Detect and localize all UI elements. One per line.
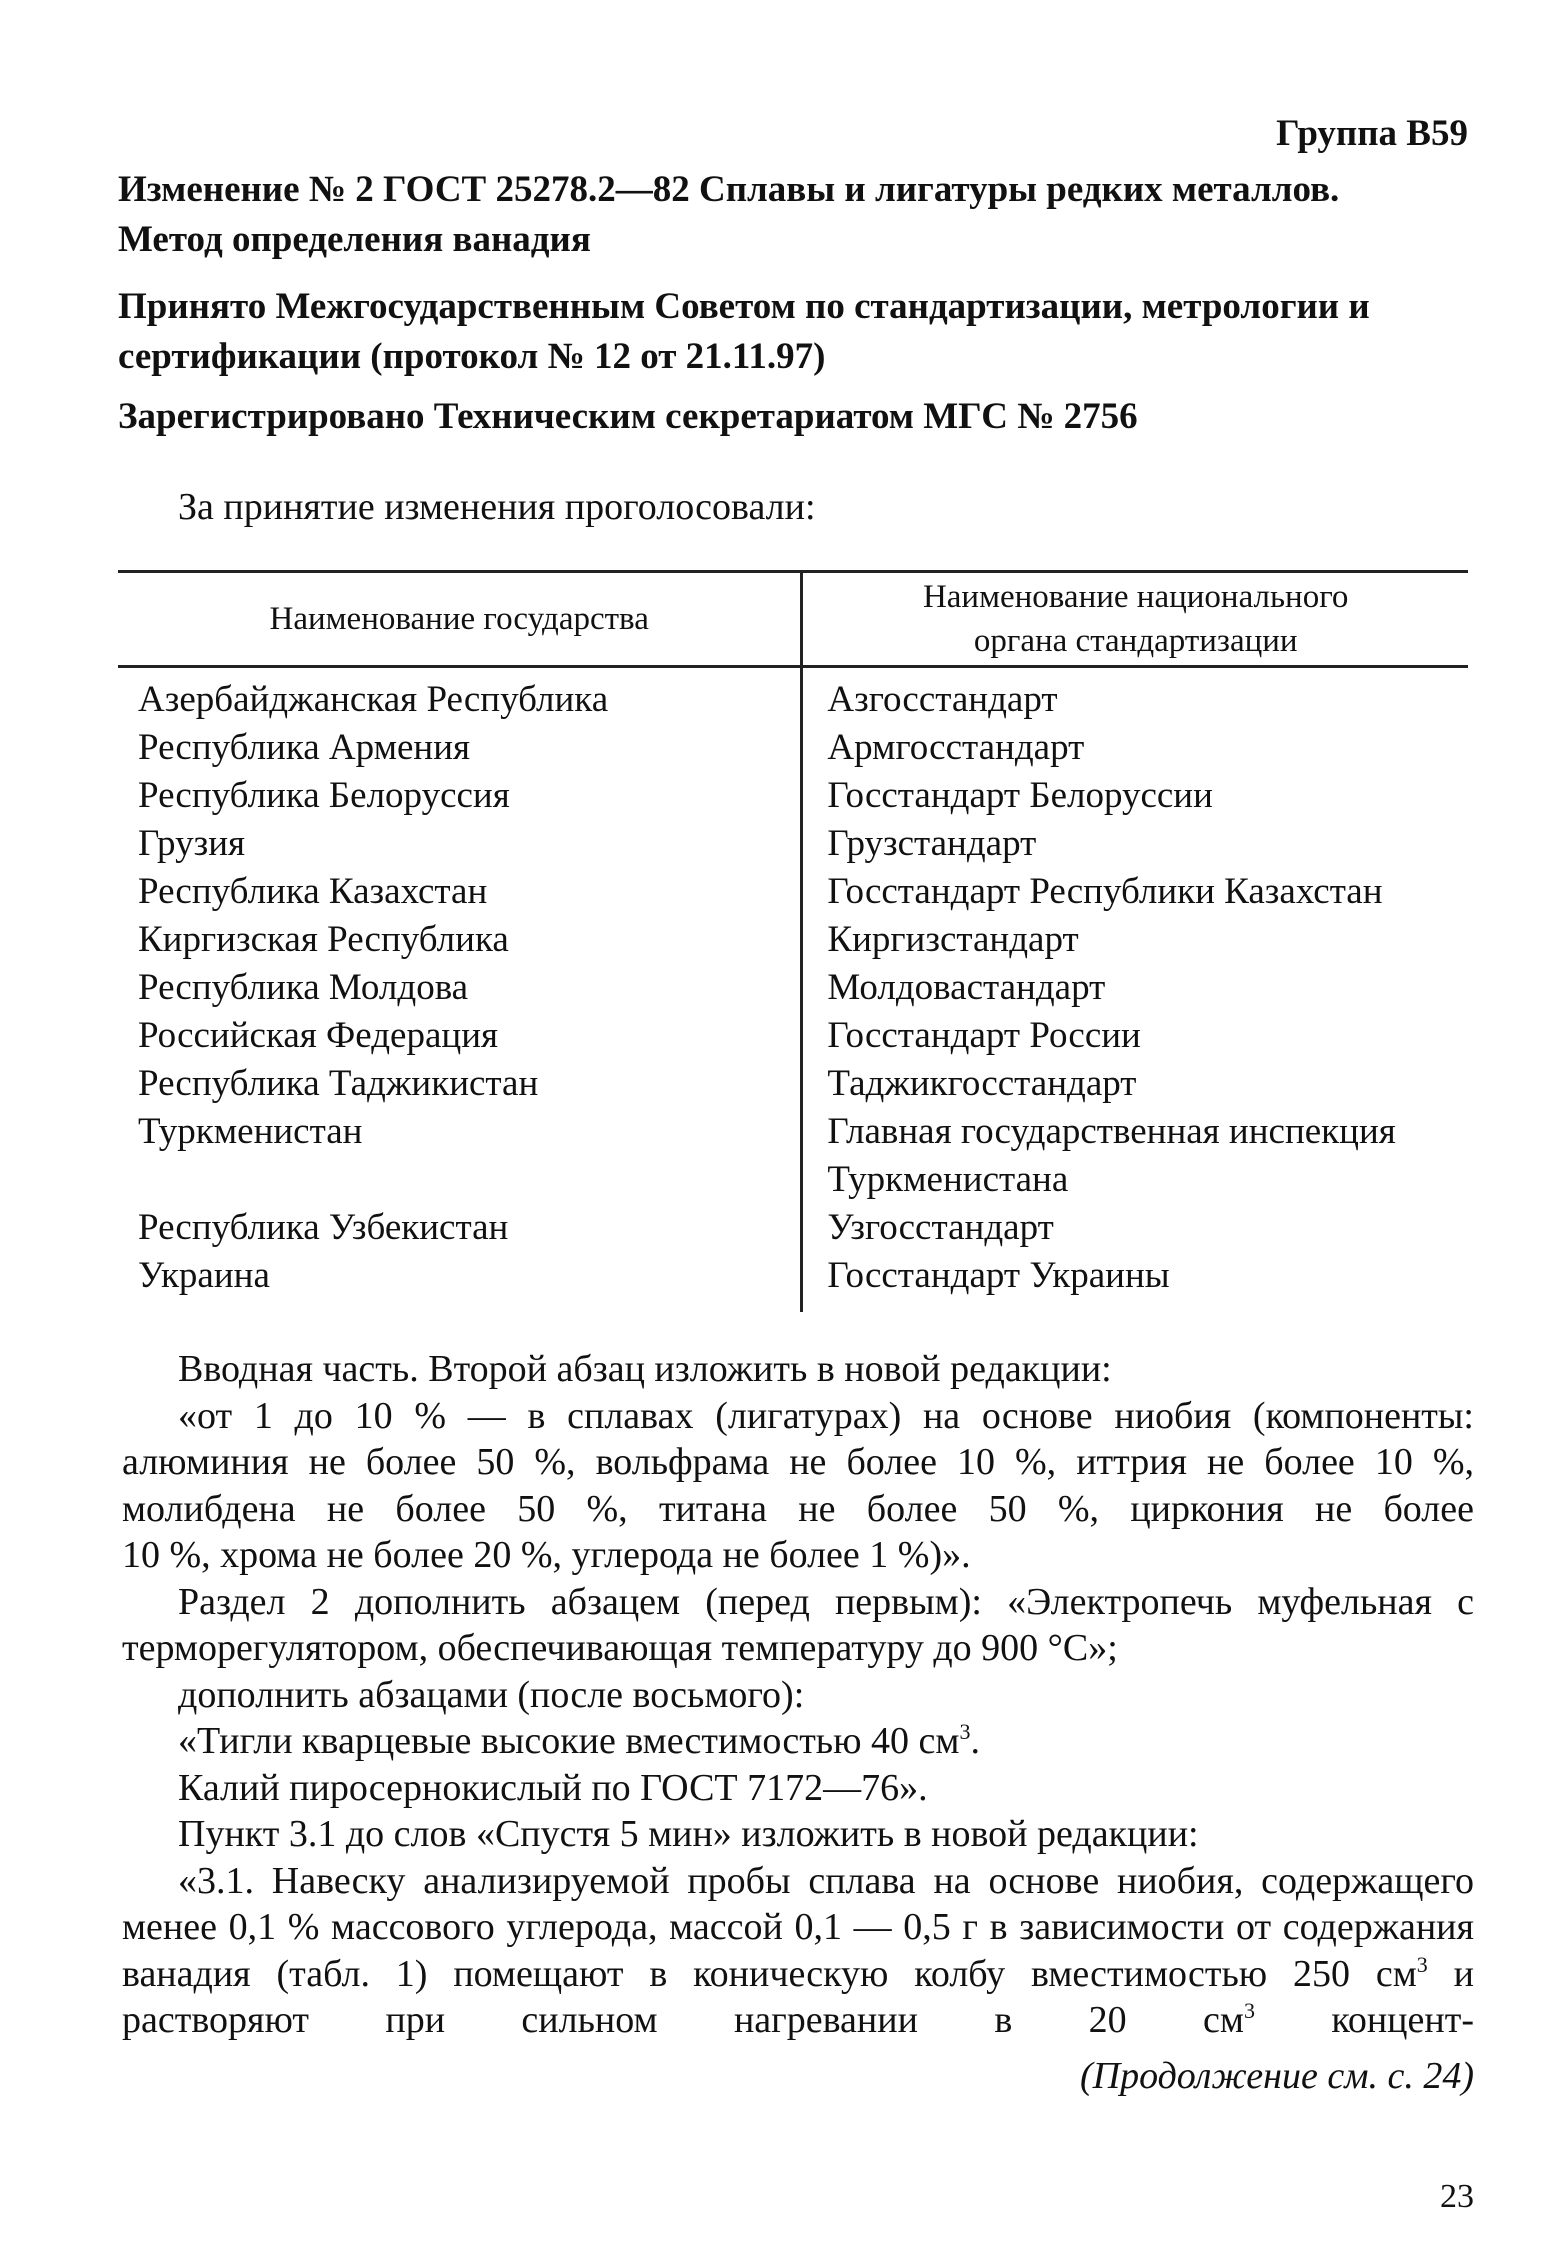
body-cell: Азгосстандарт: [827, 679, 1058, 720]
table-row: [118, 772, 1468, 820]
body-cell: Молдовастандарт: [827, 967, 1106, 1008]
clause31-text-2: и растворяют при сильном нагревании в 20 см: [122, 1952, 1474, 2041]
table-row: [118, 916, 1468, 964]
body-cell-line-1: Главная государственная инспекция: [827, 1111, 1396, 1152]
potassium-paragraph: Калий пиросернокислый по ГОСТ 7172—76».: [178, 1766, 928, 1809]
header-body-line-2: органа стандартизации: [973, 623, 1298, 659]
amendment-text: [122, 1346, 1474, 2044]
adoption-statement: [118, 282, 1478, 382]
state-cell: Грузия: [118, 820, 802, 868]
section2-add-paragraphs: дополнить абзацами (после восьмого):: [178, 1673, 805, 1716]
clause31-paragraph: [122, 1858, 1474, 2044]
intro-quote-end: 10 %, хрома не более 20 %, углерода не более 1 %)».: [122, 1534, 971, 1576]
title-line-1: Изменение № 2 ГОСТ 25278.2—82 Сплавы и лигатуры редких металлов.: [118, 169, 1340, 210]
table-row: [118, 868, 1468, 916]
body-cell: Киргизстандарт: [827, 919, 1079, 960]
superscript: 3: [959, 1719, 971, 1744]
adoption-line-1: Принято Межгосударственным Советом по стандартизации, метрологии и: [118, 286, 1370, 327]
state-cell: Киргизская Республика: [118, 916, 802, 964]
superscript: 3: [1416, 1951, 1428, 1977]
table-row: [118, 1204, 1468, 1252]
table-row: [118, 1252, 1468, 1312]
table-row: [118, 667, 1468, 725]
crucibles-text: «Тигли кварцевые высокие вместимостью 40 см: [178, 1720, 960, 1762]
body-cell: Госстандарт Белоруссии: [827, 775, 1213, 816]
state-cell: Республика Армения: [118, 724, 802, 772]
body-cell: Таджикгосстандарт: [827, 1063, 1137, 1104]
section2-paragraph: Раздел 2 дополнить абзацем (перед первым): «Электропечь муфельная с терморегулятором, обеспечивающая температуру до 900 °С»;: [122, 1580, 1474, 1669]
intro-paragraph: Вводная часть. Второй абзац изложить в новой редакции:: [178, 1348, 1112, 1390]
table-row: [118, 724, 1468, 772]
page-number: 23: [1440, 2178, 1474, 2215]
body-cell: Госстандарт Республики Казахстан: [827, 871, 1383, 912]
superscript: 3: [1243, 1998, 1255, 2023]
state-cell: Республика Таджикистан: [118, 1060, 802, 1108]
header-body-line-1: Наименование национального: [922, 579, 1349, 615]
body-cell: [802, 1108, 1468, 1204]
table-row: [118, 1060, 1468, 1108]
clause31-text-3: концент-: [1254, 1999, 1474, 2041]
state-cell: Украина: [118, 1252, 802, 1312]
header-state: Наименование государства: [118, 572, 802, 667]
clause31-text: «3.1. Навеску анализируемой пробы сплава на основе ниобия, содержащего менее 0,1 % массового углерода, массой 0,1 — 0,5 г в зависимости от содержания ванадия (табл. 1) помещают в коническую колбу вместимостью 250 см: [122, 1859, 1474, 1995]
body-cell: Грузстандарт: [827, 823, 1037, 864]
document-title: [118, 165, 1478, 265]
body-cell: Госстандарт России: [827, 1015, 1141, 1056]
state-cell: Республика Казахстан: [118, 868, 802, 916]
votes-intro: За принятие изменения проголосовали:: [178, 486, 816, 528]
crucibles-text-end: .: [970, 1720, 980, 1762]
continued-note: (Продолжение см. с. 24): [1079, 2055, 1474, 2097]
table-header-row: [118, 572, 1468, 667]
state-cell: Туркменистан: [118, 1108, 802, 1204]
crucibles-paragraph: [122, 1718, 1474, 1765]
state-cell: Республика Узбекистан: [118, 1204, 802, 1252]
body-cell: Узгосстандарт: [827, 1207, 1054, 1248]
voting-table: [118, 570, 1468, 1312]
state-cell: Республика Молдова: [118, 964, 802, 1012]
table-row: [118, 1108, 1468, 1204]
title-line-2: Метод определения ванадия: [118, 219, 591, 260]
intro-quote-paragraph: «от 1 до 10 % — в сплавах (лигатурах) на основе ниобия (компоненты: алюминия не более 50 %, вольфрама не более 10 %, иттрия не более 10 %, молибдена не более 50 %, титана не более 50 %, циркония не более: [122, 1394, 1474, 1530]
table-row: [118, 964, 1468, 1012]
clause31-intro: Пункт 3.1 до слов «Спустя 5 мин» изложить в новой редакции:: [178, 1813, 1199, 1855]
header-standards-body: [802, 572, 1468, 667]
group-label: Группа В59: [1276, 113, 1468, 154]
state-cell: Республика Белоруссия: [118, 772, 802, 820]
body-cell: Госстандарт Украины: [827, 1255, 1170, 1296]
table-row: [118, 820, 1468, 868]
registration-statement: Зарегистрировано Техническим секретариатом МГС № 2756: [118, 396, 1138, 437]
state-cell: Российская Федерация: [118, 1012, 802, 1060]
body-cell-line-2: Туркменистана: [827, 1159, 1069, 1200]
state-cell: Азербайджанская Республика: [118, 667, 802, 725]
body-cell: Армгосстандарт: [827, 727, 1085, 768]
adoption-line-2: сертификации (протокол № 12 от 21.11.97): [118, 336, 826, 377]
table-row: [118, 1012, 1468, 1060]
